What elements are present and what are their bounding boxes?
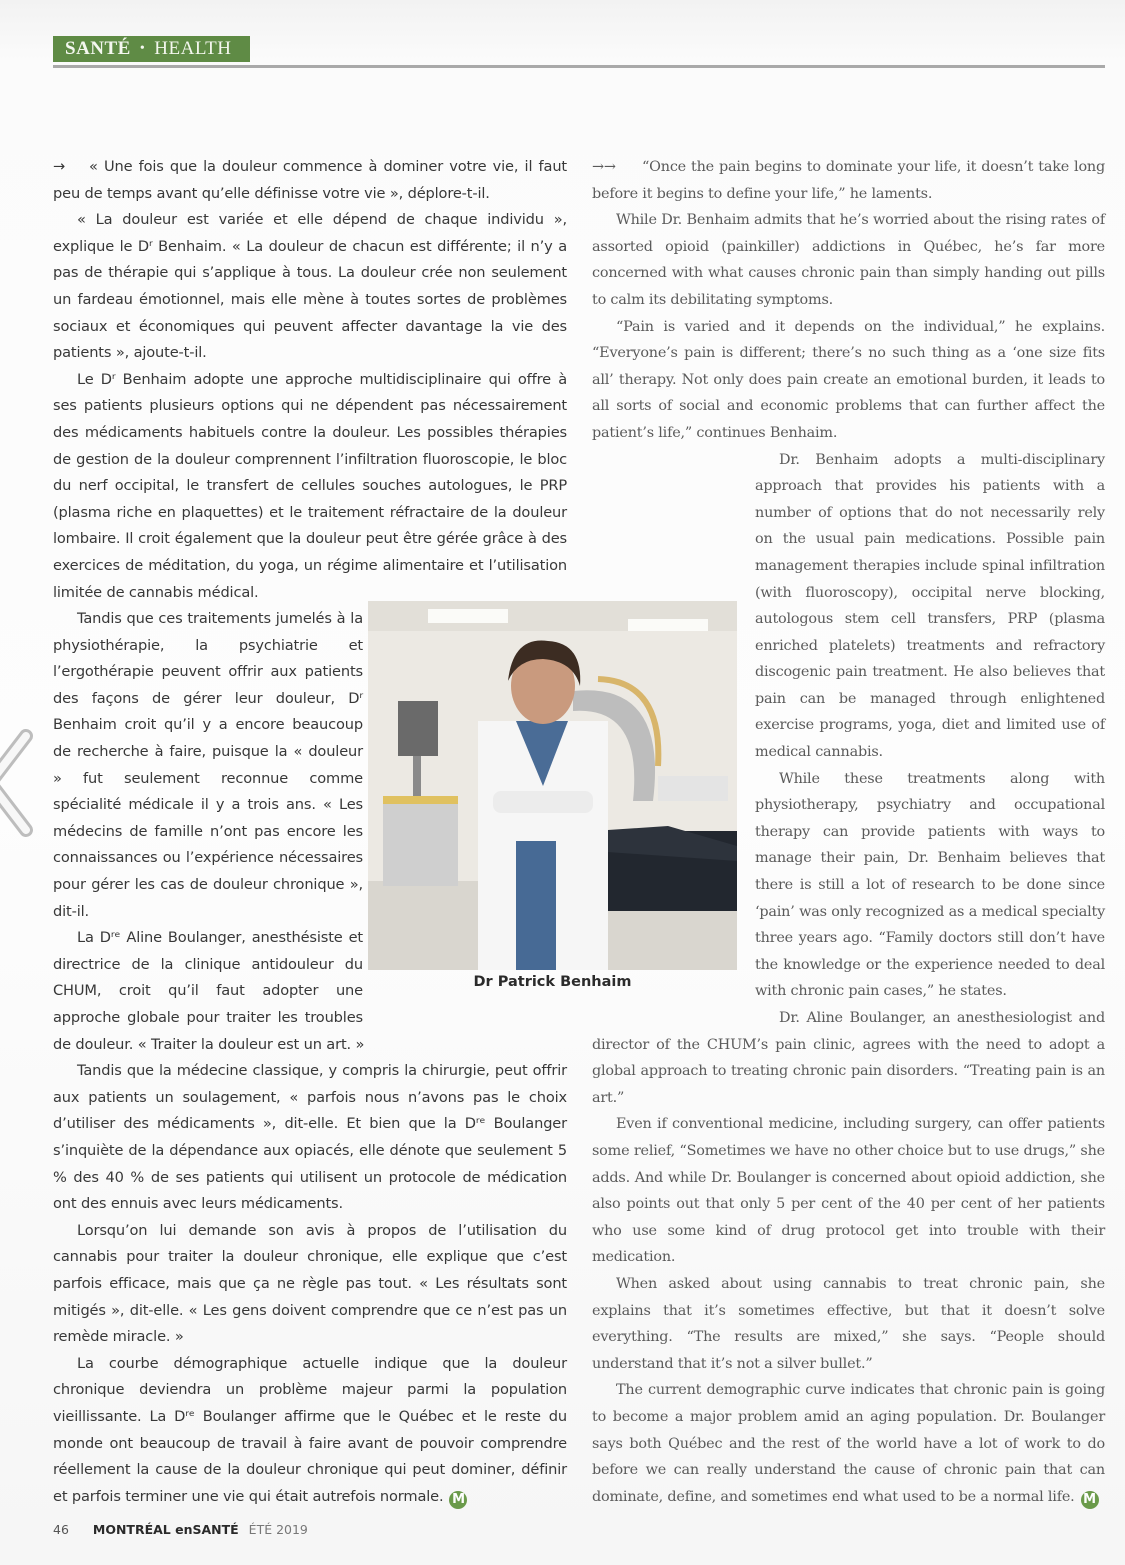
- header-rule: [53, 65, 1105, 68]
- paragraph: “Pain is varied and it depends on the individual,” he explains. “Everyone’s pain is different; there’s no such thing as a ‘one size fits all’ therapy. Not only does pain create an emotional burden, it leads to all sorts of social and economic problems that can further affect the patient’s life,” continues Benhaim.: [592, 318, 1105, 441]
- section-separator: •: [139, 41, 146, 56]
- doctor-photo: [368, 601, 737, 970]
- paragraph: Even if conventional medicine, including surgery, can offer patients some relief, “Sometimes we have no other choice but to use drugs,” she adds. And while Dr. Boulanger is concerned about opioid addiction, she also points out that only 5 per cent of the 40 per cent of her patients who use some kind of drug protocol get into trouble with their medication.: [592, 1116, 1105, 1266]
- paragraph-text: “Once the pain begins to dominate your life, it doesn’t take long before it begins to define your life,” he laments.: [592, 159, 1105, 202]
- paragraph-text: « Une fois que la douleur commence à dominer votre vie, il faut peu de temps avant qu’elle définisse votre vie », déplore-t-il.: [53, 158, 567, 202]
- page-number: 46: [53, 1522, 69, 1537]
- paragraph: La Dʳᵉ Aline Boulanger, anesthésiste et directrice de la clinique antidouleur du CHUM, croit qu’il faut adopter une approche globale pour traiter les troubles de douleur. « Traiter la douleur est un art. »: [53, 929, 365, 1053]
- section-label-en: HEALTH: [154, 38, 232, 59]
- paragraph: « La douleur est variée et elle dépend de chaque individu », explique le Dʳ Benhaim. « La douleur de chacun est différente; il n’y a pas de thérapie qui s’applique à tous. La douleur crée non seulement un fardeau émotionnel, mais elle mène à toutes sortes de problèmes sociaux et économiques qui peuvent affecter davantage la vie des patients », ajoute-t-il.: [53, 211, 567, 362]
- photo-caption: Dr Patrick Benhaim: [473, 974, 632, 990]
- end-mark-logo-icon: M: [1081, 1491, 1099, 1509]
- magazine-name: MONTRÉAL enSANTÉ: [92, 1522, 239, 1537]
- continuation-arrow-icon: →: [53, 158, 66, 175]
- paragraph-text: The current demographic curve indicates that chronic pain is going to become a major problem amid an aging population. Dr. Boulanger says both Québec and the rest of the world have a lot of work to do before we can really understand the cause of chronic pain that can dominate, define, and sometimes end what used to be a normal life.: [592, 1382, 1105, 1505]
- paragraph: While these treatments along with physiotherapy, psychiatry and occupational therapy can provide patients with ways to manage their pain, Dr. Benhaim believes that there is still a lot of research to be done since ‘pain’ was only recognized as a medical specialty three years ago. “Family doctors still don’t have the knowledge or the experience needed to deal with chronic pain cases,” he states.: [755, 770, 1105, 1000]
- paragraph: [53, 1351, 567, 1511]
- doctor-photo-illustration: [368, 601, 737, 970]
- paragraph: Tandis que la médecine classique, y compris la chirurgie, peut offrir aux patients un soulagement, « parfois nous n’avons pas le choix d’utiliser des médicaments », dit-elle. Et bien que la Dʳᵉ Boulanger s’inquiète de la dépendance aux opiacés, elle dénote que seulement 5 % des 40 % de ses patients qui utilisent un protocole de médication ont des ennuis avec leurs médicaments.: [53, 1062, 567, 1213]
- continuation-arrow-icon: →→: [592, 159, 616, 175]
- paragraph: While Dr. Benhaim admits that he’s worried about the rising rates of assorted opioid (painkiller) addictions in Québec, he’s far more concerned with what causes chronic pain than simply handing out pills to calm its debilitating symptoms.: [592, 212, 1105, 308]
- issue-label: ÉTÉ 2019: [248, 1522, 308, 1537]
- paragraph: Tandis que ces traitements jumelés à la physiothérapie, la psychiatrie et l’ergothérapie peuvent offrir aux patients des façons de gérer leur douleur, Dʳ Benhaim croit qu’il y a encore beaucoup de recherche à faire, puisque la « douleur » fut seulement reconnue comme spécialité médicale il y a trois ans. « Les médecins de famille n’ont pas encore les connaissances ou l’expérience nécessaires pour gérer les cas de douleur chronique », dit-il.: [53, 610, 363, 920]
- paragraph: [592, 154, 1105, 207]
- section-header: [53, 36, 1105, 70]
- paragraph: [53, 154, 567, 207]
- paragraph: Dr. Aline Boulanger, an anesthesiologist and director of the CHUM’s pain clinic, agrees with the need to adopt a global approach to treating chronic pain disorders. “Treating pain is an art.”: [592, 1010, 1105, 1106]
- paragraph: Le Dʳ Benhaim adopte une approche multidisciplinaire qui offre à ses patients plusieurs options qui ne dépendent pas nécessairement des médicaments habituels contre la douleur. Les possibles thérapies de gestion de la douleur comprennent l’infiltration fluoroscopie, le bloc du nerf occipital, le transfert de cellules souches autologues, le PRP (plasma riche en plaquettes) et le traitement réfractaire de la douleur lombaire. Il croit également que la douleur peut être gérée grâce à des exercices de méditation, du yoga, un régime alimentaire et l’utilisation limitée de cannabis médical.: [53, 370, 567, 601]
- paragraph: Dr. Benhaim adopts a multi-disciplinary approach that provides his patients with a number of options that do not necessarily rely on the usual pain medications. Possible pain management therapies include spinal infiltration (with fluoroscopy), occipital nerve blocking, autologous stem cell transfers, PRP (plasma enriched platelets) treatments and refractory discogenic pain treatment. He also believes that pain can be managed through enlightened exercise programs, yoga, diet and limited use of medical cannabis.: [755, 451, 1105, 761]
- paragraph: [592, 1377, 1105, 1510]
- chevron-left-icon[interactable]: [0, 728, 38, 838]
- section-label-fr: SANTÉ: [65, 38, 131, 59]
- page-footer: [53, 1522, 308, 1537]
- end-mark-logo-icon: M: [449, 1491, 467, 1509]
- paragraph-text: La courbe démographique actuelle indique que la douleur chronique deviendra un problème majeur parmi la population vieillissante. La Dʳᵉ Boulanger affirme que le Québec et le reste du monde ont beaucoup de travail à faire avant de pouvoir comprendre réellement la cause de la douleur chronique qui peut dominer, définir et parfois terminer une vie qui était autrefois normale.: [53, 1354, 567, 1505]
- paragraph: When asked about using cannabis to treat chronic pain, she explains that it’s sometimes effective, but that it doesn’t solve everything. “The results are mixed,” she says. “People should understand that it’s not a silver bullet.”: [592, 1275, 1105, 1372]
- paragraph: Lorsqu’on lui demande son avis à propos de l’utilisation du cannabis pour traiter la douleur chronique, elle explique que c’est parfois efficace, mais que ça ne règle pas tout. « Les résultats sont mitigés », dit-elle. « Les gens doivent comprendre que ce n’est pas un remède miracle. »: [53, 1221, 567, 1346]
- section-tag: [53, 36, 250, 62]
